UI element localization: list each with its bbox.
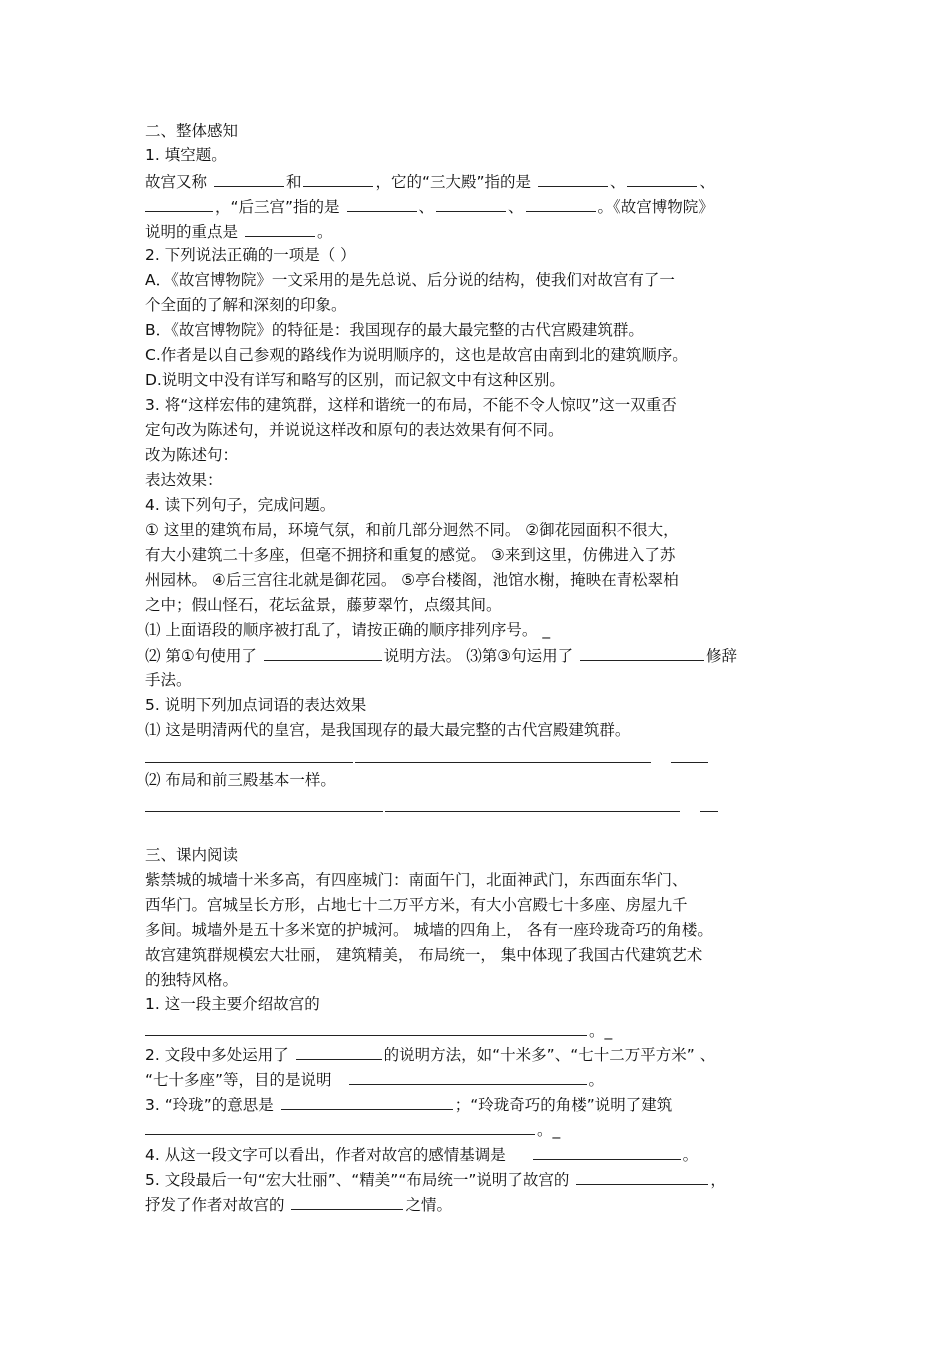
q4-part2: ⑵ 第①句使用了 说明方法。 ⑶第③句运用了 修辞 [145, 647, 738, 665]
passage-line: 故宫建筑群规模宏大壮丽， 建筑精美， 布局统一， 集中体现了我国古代建筑艺术 [145, 946, 703, 964]
passage-line: 西华门。宫城呈长方形，占地七十二万平方米，有大小宫殿七十多座、房屋九千 [145, 896, 688, 914]
answer-blank[interactable] [214, 171, 284, 187]
s3-q5-line2: 抒发了作者对故宫的 之情。 [145, 1196, 452, 1214]
q4-label: 4. 读下列句子，完成问题。 [145, 496, 336, 514]
q3-rewrite-label: 改为陈述句： [145, 446, 239, 464]
s3-q4: 4. 从这一段文字可以看出，作者对故宫的感情基调是 。 [145, 1146, 699, 1164]
answer-blank[interactable] [627, 171, 697, 187]
q5-part2: ⑵ 布局和前三殿基本一样。 [145, 771, 336, 789]
s3-q2-line1: 2. 文段中多处运用了 的说明方法，如“十米多”、“七十二万平方米” 、 [145, 1046, 716, 1064]
answer-blank[interactable] [245, 221, 315, 237]
answer-blank[interactable] [264, 645, 382, 661]
answer-blank[interactable] [349, 1069, 587, 1085]
q4-part1: ⑴ 上面语段的顺序被打乱了，请按正确的顺序排列序号。 _ [145, 621, 551, 639]
answer-blank[interactable] [526, 196, 596, 212]
answer-blank[interactable] [145, 196, 213, 212]
answer-line[interactable] [355, 762, 651, 763]
q3-line2: 定句改为陈述句，并说说这样改和原句的表达效果有何不同。 [145, 421, 564, 439]
answer-blank[interactable] [145, 1119, 535, 1135]
section3-title: 三、课内阅读 [145, 846, 239, 864]
answer-blank[interactable] [538, 171, 608, 187]
q3-effect-label: 表达效果： [145, 471, 223, 489]
q4-sentence-line2: 有大小建筑二十多座，但毫不拥挤和重复的感觉。 ③来到这里，仿佛进入了苏 [145, 546, 676, 564]
answer-blank[interactable] [291, 1194, 403, 1210]
q2-label: 2. 下列说法正确的一项是（ ） [145, 246, 356, 264]
s3-q1-answer: 。_ [145, 1020, 612, 1041]
answer-blank[interactable] [281, 1094, 453, 1110]
passage-line: 紫禁城的城墙十米多高，有四座城门：南面午门，北面神武门，东西面东华门、 [145, 871, 688, 889]
section2-title: 二、整体感知 [145, 122, 239, 140]
q4-sentence-line4: 之中；假山怪石，花坛盆景，藤萝翠竹，点缀其间。 [145, 596, 502, 614]
q1-line1: 故宫又称 和 ，它的“三大殿”指的是 、 、 [145, 173, 715, 191]
answer-line[interactable] [145, 762, 353, 763]
q1-line2: ，“后三宫”指的是 、 、 。《故宫博物院》 [145, 196, 714, 217]
q2-option-b: B．《故宫博物院》的特征是：我国现存的最大最完整的古代宫殿建筑群。 [145, 321, 644, 339]
q1-label: 1. 填空题。 [145, 146, 227, 164]
s3-q1-label: 1. 这一段主要介绍故宫的 [145, 995, 320, 1013]
s3-q5-line1: 5. 文段最后一句“宏大壮丽”、“精美”“布局统一”说明了故宫的 ， [145, 1171, 726, 1189]
q2-option-d: D.说明文中没有详写和略写的区别，而记叙文中有这种区别。 [145, 371, 565, 389]
answer-blank[interactable] [436, 196, 506, 212]
answer-blank[interactable] [347, 196, 417, 212]
answer-line[interactable] [671, 762, 708, 763]
passage-line: 的独特风格。 [145, 971, 239, 989]
answer-blank[interactable] [145, 1020, 587, 1036]
answer-line[interactable] [145, 811, 383, 812]
answer-line[interactable] [700, 811, 718, 812]
passage-line: 多间。城墙外是五十多米宽的护城河。 城墙的四角上， 各有一座玲珑奇巧的角楼。 [145, 921, 713, 939]
q5-part1: ⑴ 这是明清两代的皇宫，是我国现存的最大最完整的古代宫殿建筑群。 [145, 721, 631, 739]
answer-blank[interactable] [303, 171, 373, 187]
s3-q2-line2: “七十多座”等，目的是说明 。 [145, 1071, 605, 1089]
q4-sentence-line3: 州园林。 ④后三宫往北就是御花园。 ⑤亭台楼阁，池馆水榭，掩映在青松翠柏 [145, 571, 679, 589]
q3-line1: 3. 将“这样宏伟的建筑群，这样和谐统一的布局，不能不令人惊叹”这一双重否 [145, 396, 677, 414]
q4-part2-cont: 手法。 [145, 671, 192, 689]
s3-q3-line2: 。_ [145, 1119, 560, 1140]
q4-sentence-line1: ① 这里的建筑布局，环境气氛，和前几部分迥然不同。 ②御花园面积不很大， [145, 521, 679, 539]
q2-option-c: C.作者是以自己参观的路线作为说明顺序的，这也是故宫由南到北的建筑顺序。 [145, 346, 688, 364]
q2-option-a-line2: 个全面的了解和深刻的印象。 [145, 296, 347, 314]
answer-blank[interactable] [576, 1169, 708, 1185]
q1-line3: 说明的重点是 。 [145, 223, 333, 241]
answer-line[interactable] [385, 811, 680, 812]
q2-option-a-line1: A．《故宫博物院》一文采用的是先总说、后分说的结构，使我们对故宫有了一 [145, 271, 675, 289]
s3-q3-line1: 3. “玲珑”的意思是 ；“玲珑奇巧的角楼”说明了建筑 [145, 1096, 673, 1114]
answer-blank[interactable] [533, 1144, 681, 1160]
q5-label: 5. 说明下列加点词语的表达效果 [145, 696, 367, 714]
answer-blank[interactable] [296, 1044, 382, 1060]
answer-blank[interactable] [580, 645, 704, 661]
